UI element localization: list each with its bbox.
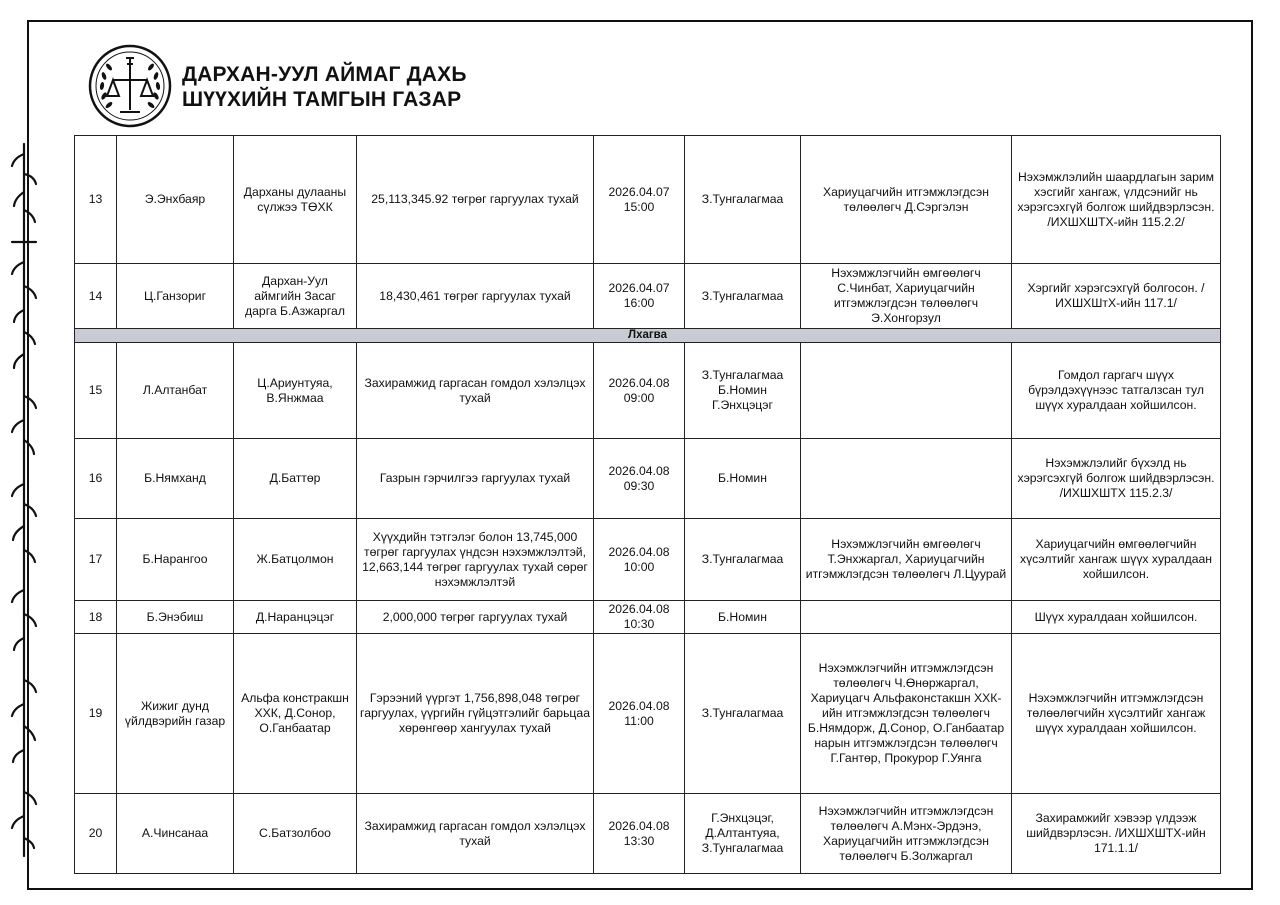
cell-result: Нэхэмжлэлийн шаардлагын зарим хэсгийг хангаж, үлдсэнийг нь хэрэгсэхгүй болгож шийдвэрлэсэн. /ИХШХШТХ-ийн 115.2.2/ — [1012, 136, 1221, 264]
cell-number: 19 — [75, 634, 117, 794]
cell-claimant: Б.Нямханд — [117, 439, 234, 519]
cell-participants — [801, 343, 1012, 439]
cell-respondent: Дархан-Уул аймгийн Засаг дарга Б.Азжаргал — [234, 264, 357, 329]
cell-claimant: Ц.Ганзориг — [117, 264, 234, 329]
table-row — [75, 439, 1221, 519]
schedule-day-separator — [75, 329, 1221, 343]
cell-judge: З.Тунгалагмаа — [685, 519, 801, 601]
cell-subject: Захирамжид гаргасан гомдол хэлэлцэх тухай — [357, 794, 594, 874]
cell-judge: Б.Номин — [685, 601, 801, 634]
cell-date: 2026.04.08 — [608, 818, 670, 833]
table-row — [75, 343, 1221, 439]
cell-judge: Г.Энхцэцэг, Д.Алтантуяа, З.Тунгалагмаа — [685, 794, 801, 874]
cell-subject: 18,430,461 төгрөг гаргуулах тухай — [357, 264, 594, 329]
cell-respondent: Ц.Ариунтуяа, В.Янжмаа — [234, 343, 357, 439]
cell-subject: Газрын гэрчилгээ гаргуулах тухай — [357, 439, 594, 519]
cell-result: Хариуцагчийн өмгөөлөгчийн хүсэлтийг хангаж шүүх хуралдаан хойшилсон. — [1012, 519, 1221, 601]
cell-subject: Хүүхдийн тэтгэлэг болон 13,745,000 төгрөг гаргуулах үндсэн нэхэмжлэлтэй, 12,663,144 төгрөг гаргуулах тухай сөрөг нэхэмжлэлтэй — [357, 519, 594, 601]
table-row — [75, 264, 1221, 329]
cell-claimant: Б.Нарангоо — [117, 519, 234, 601]
cell-date: 2026.04.07 — [608, 281, 670, 295]
cell-datetime — [594, 439, 685, 519]
cell-subject: Гэрээний үүргэт 1,756,898,048 төгрөг гаргуулах, үүргийн гүйцэтгэлийг барьцаа хөрөнгөөр хангуулах тухай — [357, 634, 594, 794]
cell-result: Гомдол гаргагч шүүх бүрэлдэхүүнээс татгалзсан тул шүүх хуралдаан хойшилсон. — [1012, 343, 1221, 439]
cell-number: 17 — [75, 519, 117, 601]
cell-participants: Хариуцагчийн итгэмжлэгдсэн төлөөлөгч Д.Сэргэлэн — [801, 136, 1012, 264]
cell-datetime — [594, 343, 685, 439]
cell-respondent: С.Батзолбоо — [234, 794, 357, 874]
cell-participants — [801, 601, 1012, 634]
cell-claimant: Б.Энэбиш — [117, 601, 234, 634]
cell-claimant: Жижиг дунд үйлдвэрийн газар — [117, 634, 234, 794]
cell-date: 2026.04.08 — [608, 698, 670, 713]
cell-date: 2026.04.08 — [608, 602, 670, 616]
cell-datetime — [594, 519, 685, 601]
cell-date: 2026.04.07 — [608, 184, 670, 199]
cell-subject: 2,000,000 төгрөг гаргуулах тухай — [357, 601, 594, 634]
cell-time: 15:00 — [623, 199, 655, 214]
mongolian-script-banner — [4, 140, 44, 860]
cell-number: 14 — [75, 264, 117, 329]
day-header-row — [75, 329, 1221, 343]
table-row — [75, 601, 1221, 634]
cell-number: 13 — [75, 136, 117, 264]
cell-respondent: Д.Баттөр — [234, 439, 357, 519]
cell-time: 10:30 — [623, 617, 655, 631]
cell-result: Хэргийг хэрэгсэхгүй болгосон. /ИХШХШтХ-ийн 117.1/ — [1012, 264, 1221, 329]
cell-date: 2026.04.08 — [608, 544, 670, 559]
cell-result: Нэхэмжлэлийг бүхэлд нь хэрэгсэхгүй болгож шийдвэрлэсэн. /ИХШХШТХ 115.2.3/ — [1012, 439, 1221, 519]
cell-time: 09:30 — [623, 478, 655, 493]
cell-datetime — [594, 794, 685, 874]
cell-datetime — [594, 264, 685, 329]
cell-claimant: Э.Энхбаяр — [117, 136, 234, 264]
cell-time: 13:30 — [623, 833, 655, 848]
cell-number: 18 — [75, 601, 117, 634]
cell-participants: Нэхэмжлэгчийн өмгөөлөгч С.Чинбат, Хариуцагчийн итгэмжлэгдсэн төлөөлөгч Э.Хонгорзул — [801, 264, 1012, 329]
court-emblem-icon — [88, 44, 172, 128]
hearing-schedule-table — [74, 135, 1221, 874]
cell-number: 15 — [75, 343, 117, 439]
schedule-body-before — [75, 136, 1221, 329]
cell-datetime — [594, 601, 685, 634]
cell-result: Нэхэмжлэгчийн итгэмжлэгдсэн төлөөлөгчийн хүсэлтийг хангаж шүүх хуралдаан хойшилсон. — [1012, 634, 1221, 794]
cell-participants: Нэхэмжлэгчийн өмгөөлөгч Т.Энхжаргал, Хариуцагчийн итгэмжлэгдсэн төлөөлөгч Л.Цуурай — [801, 519, 1012, 601]
court-title-line-2: ШҮҮХИЙН ТАМГЫН ГАЗАР — [182, 88, 462, 111]
cell-datetime — [594, 634, 685, 794]
cell-judge: Б.Номин — [685, 439, 801, 519]
cell-number: 20 — [75, 794, 117, 874]
cell-judge: З.Тунгалагмаа — [685, 136, 801, 264]
cell-participants: Нэхэмжлэгчийн итгэмжлэгдсэн төлөөлөгч А.Мэнх-Эрдэнэ, Хариуцагчийн итгэмжлэгдсэн төлөөлөгч Б.Золжаргал — [801, 794, 1012, 874]
cell-time: 16:00 — [623, 296, 655, 310]
cell-judge: З.Тунгалагмаа — [685, 634, 801, 794]
cell-date: 2026.04.08 — [608, 463, 670, 478]
cell-respondent: Альфа констракшн ХХК, Д.Сонор, О.Ганбаатар — [234, 634, 357, 794]
cell-respondent: Д.Наранцэцэг — [234, 601, 357, 634]
table-row — [75, 519, 1221, 601]
cell-claimant: А.Чинсанаа — [117, 794, 234, 874]
cell-datetime — [594, 136, 685, 264]
cell-date: 2026.04.08 — [608, 375, 670, 390]
cell-subject: Захирамжид гаргасан гомдол хэлэлцэх тухай — [357, 343, 594, 439]
cell-time: 11:00 — [624, 713, 654, 728]
cell-time: 09:00 — [623, 390, 655, 405]
court-title-line-1: ДАРХАН-УУЛ АЙМАГ ДАХЬ — [182, 63, 467, 86]
cell-result: Захирамжийг хэвээр үлдээж шийдвэрлэсэн. /ИХШХШТХ-ийн 171.1.1/ — [1012, 794, 1221, 874]
cell-participants — [801, 439, 1012, 519]
cell-subject: 25,113,345.92 төгрөг гаргуулах тухай — [357, 136, 594, 264]
cell-claimant: Л.Алтанбат — [117, 343, 234, 439]
table-row — [75, 794, 1221, 874]
cell-participants: Нэхэмжлэгчийн итгэмжлэгдсэн төлөөлөгч Ч.Өнөржаргал, Хариуцагч Альфаконстакшн ХХК-ийн итгэмжлэгдсэн төлөөлөгч Б.Нямдорж, Д.Сонор, О.Ганбаатар нарын итгэмжлэгдсэн төлөөлөгч Г.Гантөр, Прокурор Г.Уянга — [801, 634, 1012, 794]
schedule-body-after — [75, 343, 1221, 874]
cell-judge: З.Тунгалагмаа — [685, 264, 801, 329]
cell-respondent: Ж.Батцолмон — [234, 519, 357, 601]
cell-time: 10:00 — [623, 559, 655, 574]
day-label: Лхагва — [75, 329, 1221, 343]
cell-result: Шүүх хуралдаан хойшилсон. — [1012, 601, 1221, 634]
cell-respondent: Дарханы дулааны сүлжээ ТӨХК — [234, 136, 357, 264]
table-row — [75, 136, 1221, 264]
cell-judge: З.Тунгалагмаа Б.Номин Г.Энхцэцэг — [685, 343, 801, 439]
table-row — [75, 634, 1221, 794]
cell-number: 16 — [75, 439, 117, 519]
